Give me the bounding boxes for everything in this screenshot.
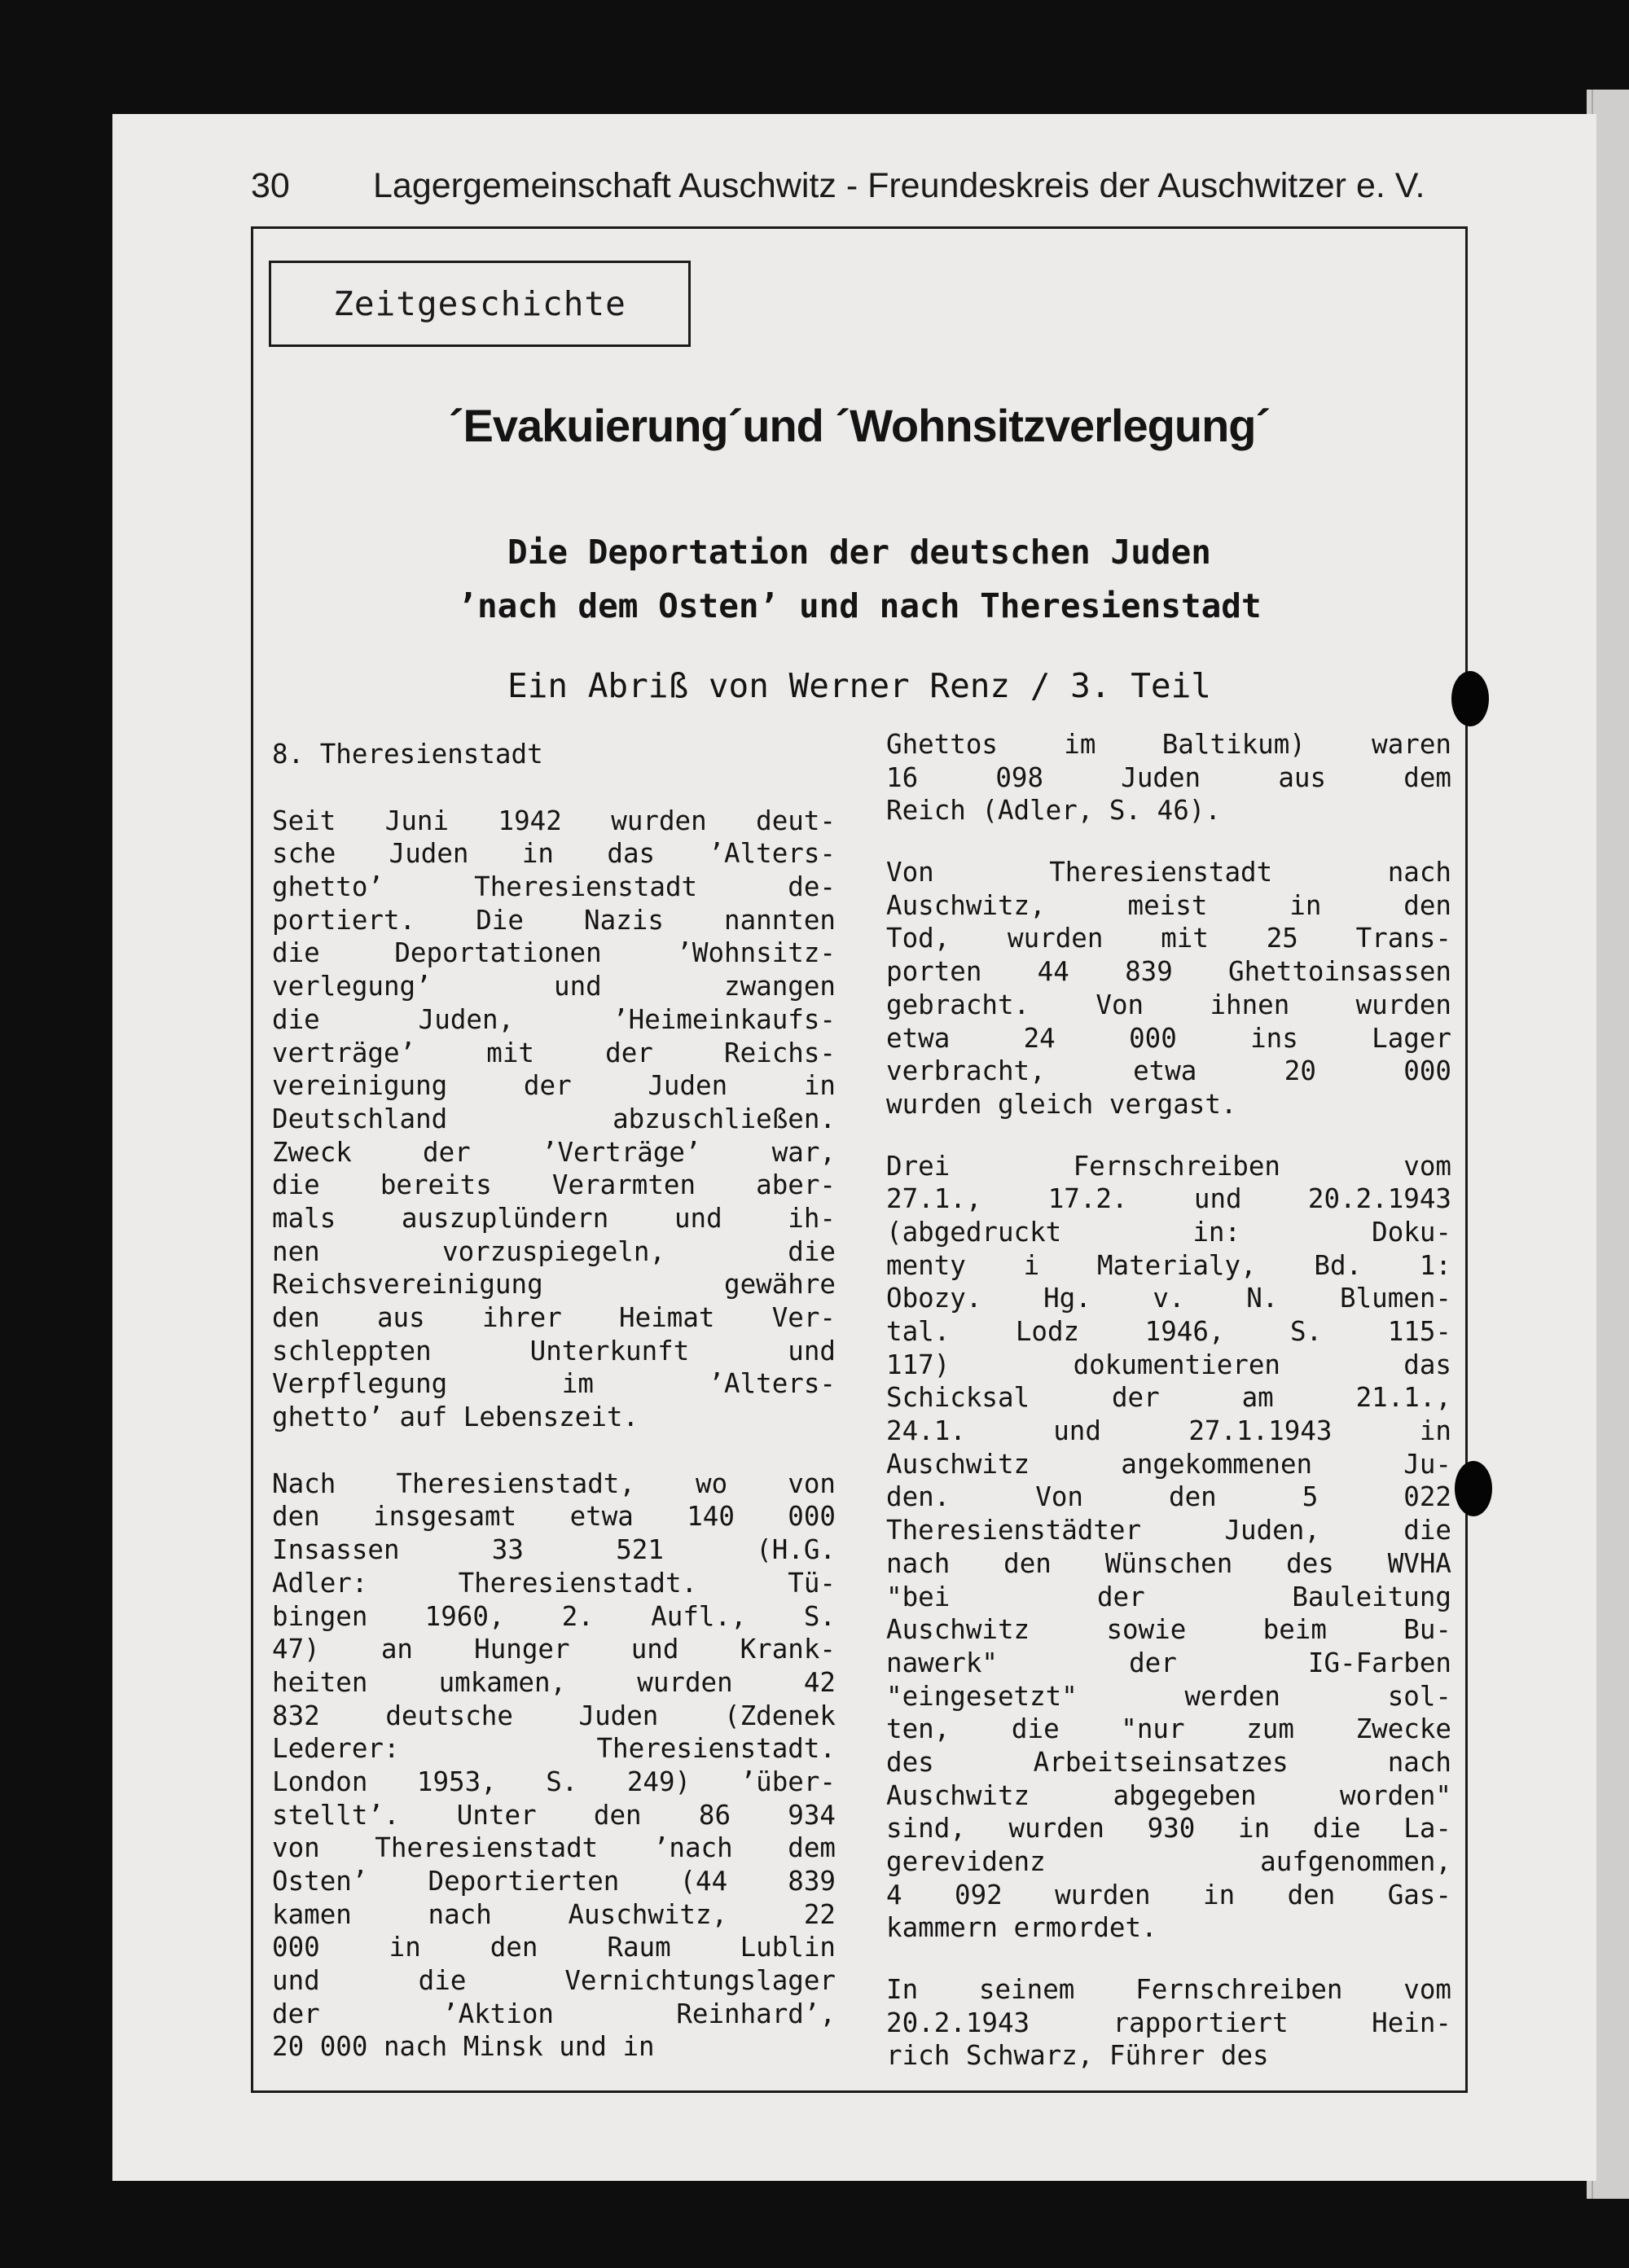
text-line: ten, die "nur zum Zwecke [886, 1713, 1451, 1745]
text-line: Obozy. Hg. v. N. Blumen- [886, 1283, 1451, 1314]
text-line: der ’Aktion Reinhard’, [272, 1998, 836, 2029]
text-line: gerevidenz aufgenommen, [886, 1846, 1451, 1877]
text-line: Auschwitz angekommenen Ju- [886, 1448, 1451, 1480]
text-line: 20.2.1943 rapportiert Hein- [886, 2007, 1451, 2038]
text-line: heiten umkamen, wurden 42 [272, 1666, 836, 1698]
text-line: Tod, wurden mit 25 Trans- [886, 923, 1451, 954]
text-line: Auschwitz abgegeben worden" [886, 1779, 1451, 1811]
text-line: verträge’ mit der Reichs- [272, 1037, 836, 1068]
text-line: porten 44 839 Ghettoinsassen [886, 956, 1451, 988]
paragraph [886, 856, 1451, 1121]
left-column [272, 738, 836, 2097]
article-headline: ´Evakuierung´und ´Wohnsitzverlegung´ [448, 400, 1271, 451]
text-line: vereinigung der Juden in [272, 1070, 836, 1102]
text-line: Reich (Adler, S. 46). [886, 795, 1221, 827]
text-line: 27.1., 17.2. und 20.2.1943 [886, 1183, 1451, 1215]
right-column-body [886, 728, 1451, 2073]
text-line: Schicksal der am 21.1., [886, 1382, 1451, 1414]
article-byline: Ein Abriß von Werner Renz / 3. Teil [507, 666, 1211, 705]
text-line: Verpflegung im ’Alters- [272, 1368, 836, 1400]
text-line: 24.1. und 27.1.1943 in [886, 1415, 1451, 1447]
text-line: tal. Lodz 1946, S. 115- [886, 1316, 1451, 1347]
right-column [886, 728, 1451, 2101]
rubric-box [269, 261, 691, 347]
text-line: Lederer: Theresienstadt. [272, 1733, 836, 1765]
punch-hole [1455, 1461, 1492, 1516]
text-line: verlegung’ und zwangen [272, 971, 836, 1002]
text-line: etwa 24 000 ins Lager [886, 1022, 1451, 1054]
text-line: kamen nach Auschwitz, 22 [272, 1898, 836, 1930]
text-line: sche Juden in das ’Alters- [272, 838, 836, 870]
text-line: Osten’ Deportierten (44 839 [272, 1866, 836, 1897]
text-line: von Theresienstadt ’nach dem [272, 1832, 836, 1864]
text-line: Reichsvereinigung gewähre [272, 1269, 836, 1301]
text-line: Ghettos im Baltikum) waren [886, 729, 1451, 760]
running-header [251, 166, 1473, 215]
subtitle-line: ’nach dem Osten’ und nach Theresienstadt [457, 586, 1262, 625]
paragraph [886, 1973, 1451, 2073]
text-line: Auschwitz, meist in den [886, 889, 1451, 921]
text-line: In seinem Fernschreiben vom [886, 1974, 1451, 2006]
text-line: wurden gleich vergast. [886, 1088, 1237, 1120]
text-line: 16 098 Juden aus dem [886, 761, 1451, 793]
text-line: 832 deutsche Juden (Zdenek [272, 1700, 836, 1731]
text-line: kammern ermordet. [886, 1912, 1157, 1944]
text-line: Adler: Theresienstadt. Tü- [272, 1567, 836, 1599]
text-line: die bereits Verarmten aber- [272, 1169, 836, 1201]
text-line: rich Schwarz, Führer des [886, 2040, 1269, 2072]
text-line: die Juden, ’Heimeinkaufs- [272, 1003, 836, 1035]
text-line: den insgesamt etwa 140 000 [272, 1501, 836, 1533]
text-line: Zweck der ’Verträge’ war, [272, 1136, 836, 1168]
text-line: portiert. Die Nazis nannten [272, 904, 836, 936]
text-line: 000 in den Raum Lublin [272, 1932, 836, 1963]
text-line: Von Theresienstadt nach [886, 857, 1451, 888]
text-line: 4 092 wurden in den Gas- [886, 1879, 1451, 1910]
text-line: und die Vernichtungslager [272, 1965, 836, 1997]
text-line: menty i Materialy, Bd. 1: [886, 1249, 1451, 1281]
paragraph [272, 1467, 836, 2064]
subtitle-line: Die Deportation der deutschen Juden [507, 533, 1211, 572]
text-line: mals auszuplündern und ih- [272, 1202, 836, 1234]
text-line: gebracht. Von ihnen wurden [886, 989, 1451, 1020]
text-line: des Arbeitseinsatzes nach [886, 1746, 1451, 1778]
text-line: sind, wurden 930 in die La- [886, 1813, 1451, 1845]
text-line: Drei Fernschreiben vom [886, 1150, 1451, 1182]
text-line: Nach Theresienstadt, wo von [272, 1467, 836, 1499]
running-title: Lagergemeinschaft Auschwitz - Freundeskreis der Auschwitzer e. V. [373, 166, 1425, 205]
rubric-label: Zeitgeschichte [333, 284, 626, 323]
text-line: Deutschland abzuschließen. [272, 1103, 836, 1134]
section-heading: 8. Theresienstadt [272, 739, 543, 770]
text-line: Auschwitz sowie beim Bu- [886, 1614, 1451, 1646]
text-line: den aus ihrer Heimat Ver- [272, 1302, 836, 1334]
text-line: Seit Juni 1942 wurden deut- [272, 805, 836, 836]
text-line: London 1953, S. 249) ’über- [272, 1766, 836, 1797]
text-line: Theresienstädter Juden, die [886, 1515, 1451, 1546]
left-column-body [272, 805, 836, 2064]
text-line: bingen 1960, 2. Aufl., S. [272, 1600, 836, 1632]
text-line: ghetto’ Theresienstadt de- [272, 871, 836, 903]
text-line: stellt’. Unter den 86 934 [272, 1799, 836, 1831]
text-line: 117) dokumentieren das [886, 1349, 1451, 1380]
text-line: nawerk" der IG-Farben [886, 1647, 1451, 1678]
page-number: 30 [251, 166, 290, 205]
text-line: Insassen 33 521 (H.G. [272, 1534, 836, 1566]
text-line: nach den Wünschen des WVHA [886, 1547, 1451, 1579]
paragraph [272, 805, 836, 1434]
paragraph [886, 728, 1451, 827]
text-line: "bei der Bauleitung [886, 1581, 1451, 1612]
text-line: 20 000 nach Minsk und in [272, 2031, 655, 2063]
text-line: (abgedruckt in: Doku- [886, 1216, 1451, 1248]
text-line: den. Von den 5 022 [886, 1481, 1451, 1513]
text-line: 47) an Hunger und Krank- [272, 1634, 836, 1665]
paragraph [886, 1150, 1451, 1946]
article-subtitle [261, 525, 1458, 633]
text-line: nen vorzuspiegeln, die [272, 1235, 836, 1267]
text-line: schleppten Unterkunft und [272, 1335, 836, 1367]
text-line: verbracht, etwa 20 000 [886, 1055, 1451, 1087]
text-line: "eingesetzt" werden sol- [886, 1680, 1451, 1712]
text-line: die Deportationen ’Wohnsitz- [272, 937, 836, 969]
text-line: ghetto’ auf Lebenszeit. [272, 1402, 639, 1433]
punch-hole [1451, 671, 1489, 726]
